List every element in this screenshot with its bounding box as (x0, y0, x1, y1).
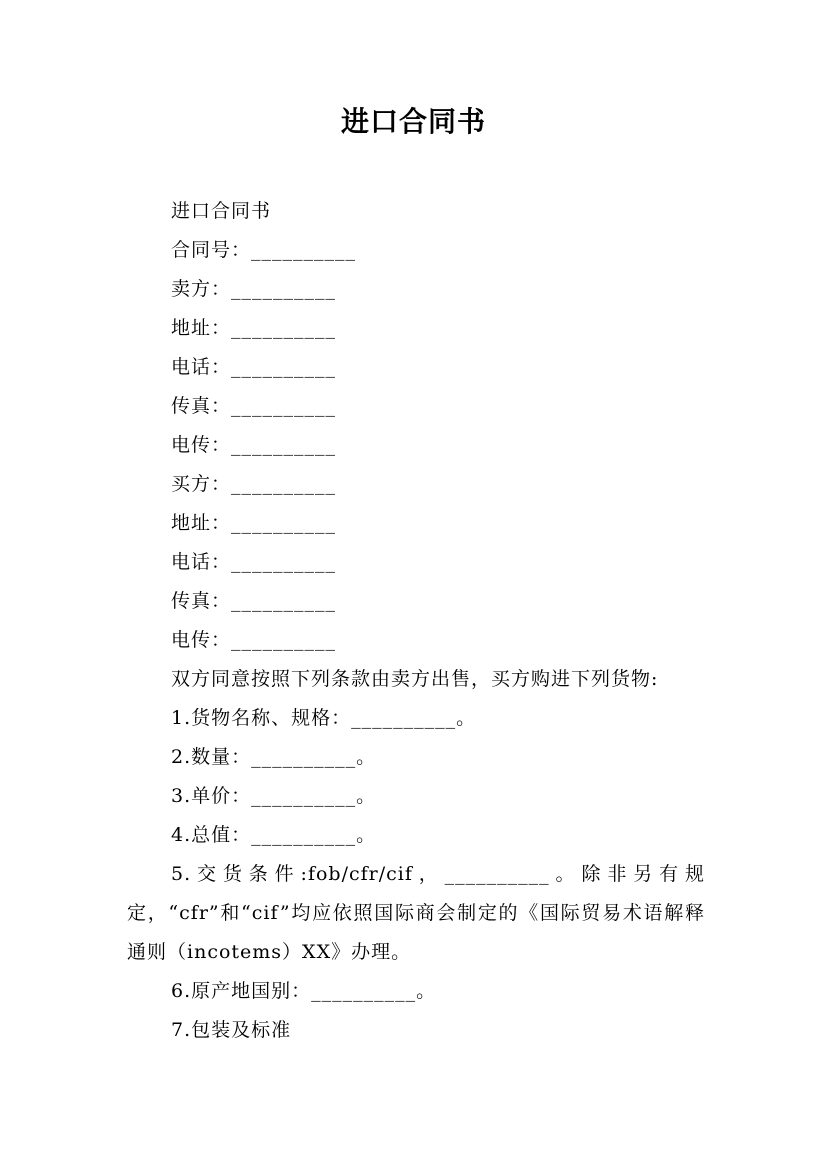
clause-quantity: 2.数量：__________。 (171, 746, 377, 768)
buyer-telex-field: 电传：__________ (171, 629, 337, 651)
clause-total-value: 4.总值：__________。 (171, 824, 377, 846)
buyer-address-field: 地址：__________ (171, 512, 337, 534)
document-body (127, 192, 705, 1050)
contract-number-field: 合同号：__________ (171, 239, 357, 261)
buyer-field: 买方：__________ (171, 473, 337, 495)
clause-unit-price: 3.单价：__________。 (171, 785, 377, 807)
clause-packing: 7.包装及标准 (171, 1019, 292, 1041)
seller-address-field: 地址：__________ (171, 317, 337, 339)
document-title: 进口合同书 (340, 105, 486, 138)
seller-fax-field: 传真：__________ (171, 395, 337, 417)
seller-phone-field: 电话：__________ (171, 356, 337, 378)
clause-country-of-origin: 6.原产地国别：__________。 (171, 980, 437, 1002)
buyer-phone-field: 电话：__________ (171, 551, 337, 573)
heading-line: 进口合同书 (171, 200, 272, 222)
agreement-statement: 双方同意按照下列条款由卖方出售，买方购进下列货物: (171, 668, 659, 690)
seller-field: 卖方：__________ (171, 278, 337, 300)
buyer-fax-field: 传真：__________ (171, 590, 337, 612)
clause-goods-name: 1.货物名称、规格：__________。 (171, 707, 477, 729)
clause-delivery-terms: 5.交货条件:fob/cfr/cif，__________。除非另有规定，“cfr”和“cif”均应依照国际商会制定的《国际贸易术语解释通则（incotems）XX》办理。 (127, 863, 705, 963)
seller-telex-field: 电传：__________ (171, 434, 337, 456)
